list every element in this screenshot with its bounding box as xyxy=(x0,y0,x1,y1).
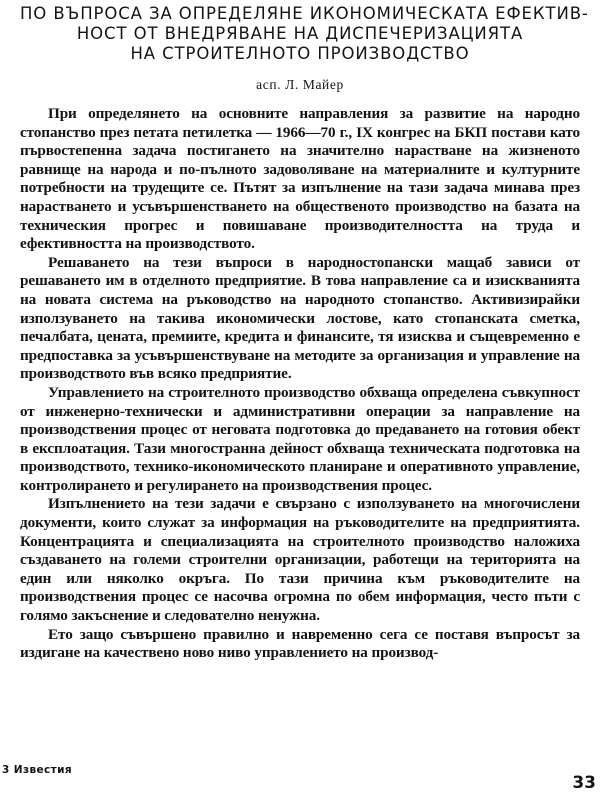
article-title xyxy=(20,4,589,64)
signature-mark: 3 Известия xyxy=(2,764,73,776)
paragraph-5: Ето защо съвършено правилно и навременно сега се поставя въпросът за издигане на качествено ново ниво управлението на производ- xyxy=(20,625,580,662)
title-line-2: НОСТ ОТ ВНЕДРЯВАНЕ НА ДИСПЕЧЕРИЗАЦИЯТА xyxy=(76,24,524,43)
article-author: асп. Л. Майер xyxy=(256,77,344,92)
page-number: 33 xyxy=(572,773,596,793)
article-body xyxy=(20,105,580,663)
title-line-1: ПО ВЪПРОСА ЗА ОПРЕДЕЛЯНЕ ИКОНОМИЧЕСКАТА ЕФЕКТИВ- xyxy=(20,4,589,23)
paragraph-2: Решаването на тези въпроси в народностопански мащаб зависи от решаването им в отделното предприятие. В това направление са и изискванията на новата система на ръководство на народното стопанство. Активизирайки използуването на такива икономически лостове, като стопанската сметка, печалбата, цената, премиите, кредита и финансите, тя изисква и същевременно е предпоставка за усъвършенствуване на методите за организация и управление на производството във всяко предприятие. xyxy=(20,253,580,383)
paragraph-1: При определянето на основните направления за развитие на народно стопанство през петата петилетка — 1966—70 г., IX конгрес на БКП постави като първостепенна задача постигането на значително нарастване на жизненото равнище на народа и по-пълното задоволяване на материалните и културните потребности на трудещите се. Пътят за изпълнение на тази задача минава през нарастването и усъвършенстването на общественото производство на базата на техническия прогрес и повишаване производителността на труда и ефективността на производството. xyxy=(20,105,580,253)
title-line-3: НА СТРОИТЕЛНОТО ПРОИЗВОДСТВО xyxy=(130,44,470,63)
paragraph-4: Изпълнението на тези задачи е свързано с използуването на многочислени документи, които служат за информация на ръководителите на предприятията. Концентрацията и специализацията на строителното производство наложиха създаването на големи строителни организации, работещи на територията на един или няколко окръга. По тази причина към ръководителите на производствения процес се насочва огромна по обем информация, често пъти с голямо закъснение и следователно ненужна. xyxy=(20,495,580,625)
paragraph-3: Управлението на строителното производство обхваща определена съвкупност от инженерно-технически и административни операции за направление на производствения процес от неговата подготовка до предаването на готовия обект в експлоатация. Тази многостранна дейност обхваща техническата подготовка на производството, технико-икономическото планиране и оперативното управление, контролирането и регулирането на производствения процес. xyxy=(20,383,580,494)
